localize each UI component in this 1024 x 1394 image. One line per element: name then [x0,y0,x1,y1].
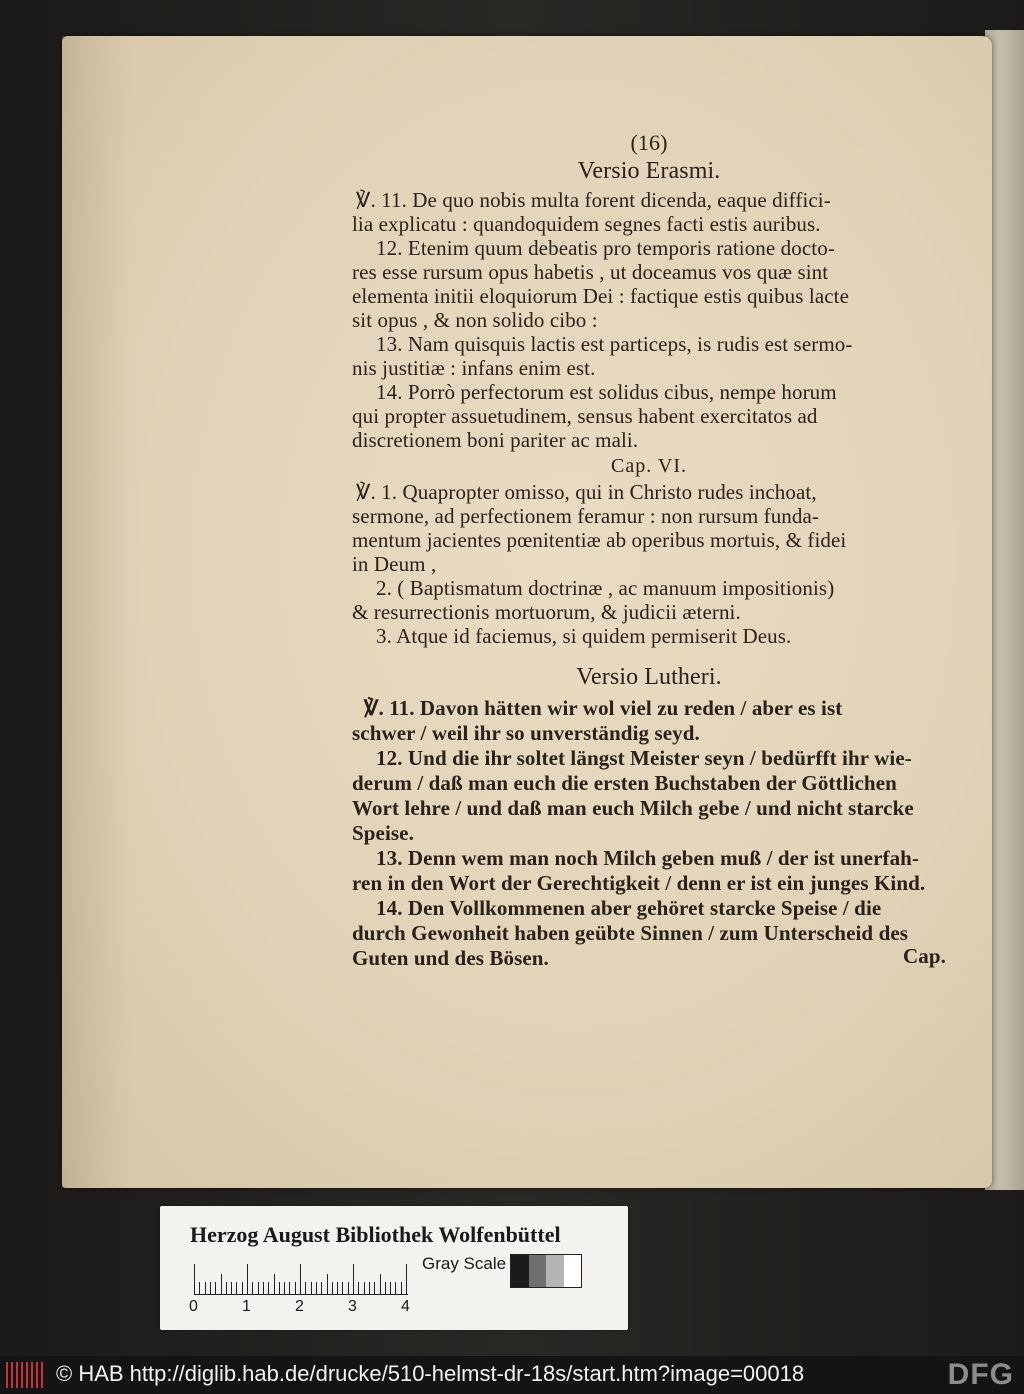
library-color-card [160,1206,628,1330]
text-line: mentum jacientes pœnitentiæ ab operibus mortuis, & fidei [352,528,847,552]
text-line: 12. Und die ihr soltet längst Meister seyn / bedürfft ihr wie- [376,746,912,770]
ruler-tick [242,1282,243,1294]
ruler-tick [385,1282,386,1294]
gray-scale-swatches [510,1254,582,1288]
text-line: sit opus , & non solido cibo : [352,308,598,332]
text-line: nis justitiæ : infans enim est. [352,356,596,380]
ruler-tick [353,1264,354,1294]
ruler-tick [380,1274,381,1294]
ruler-tick [258,1282,259,1294]
catchword: Cap. [903,944,946,968]
text-line: in Deum , [352,552,437,576]
ruler-number: 3 [348,1298,357,1315]
text-line: qui propter assuetudinem, sensus habent exercitatos ad [352,404,818,428]
text-line: durch Gewonheit haben geübte Sinnen / zum Unterscheid des [352,921,909,945]
gray-scale-label: Gray Scale [422,1254,507,1273]
ruler-tick [321,1282,322,1294]
text-line: 14. Den Vollkommenen aber gehöret starcke Speise / die [376,896,882,920]
ruler-tick [279,1282,280,1294]
text-line: discretionem boni pariter ac mali. [352,428,639,452]
ruler-tick [369,1282,370,1294]
ruler-tick [226,1282,227,1294]
text-line: 3. Atque id faciemus, si quidem permiserit Deus. [376,624,792,648]
text-line: derum / daß man euch die ersten Buchstaben der Göttlichen [352,771,897,795]
ruler-number: 0 [189,1298,198,1315]
ruler-tick [252,1282,253,1294]
ruler-tick [300,1264,301,1294]
section-title-luther: Versio Lutheri. [576,664,722,690]
ruler-tick [194,1264,195,1294]
ruler-tick [199,1282,200,1294]
barcode-icon [6,1362,46,1388]
text-line: ℣. 1. Quapropter omisso, qui in Christo rudes inchoat, [356,480,817,504]
ruler-tick [268,1282,269,1294]
ruler-tick [295,1282,296,1294]
text-line: sermone, ad perfectionem feramur : non rursum funda- [352,504,820,528]
gray-swatch [529,1255,547,1287]
ruler-tick [221,1274,222,1294]
text-line: 14. Porrò perfectorum est solidus cibus, nempe horum [376,380,837,404]
chapter-heading: Cap. VI. [611,455,687,477]
gray-swatch [564,1255,582,1287]
text-line: 12. Etenim quum debeatis pro temporis ratione docto- [376,236,835,260]
footer-bar [0,1356,1024,1394]
ruler-tick [401,1282,402,1294]
text-line: Speise. [352,821,414,845]
ruler-tick [337,1282,338,1294]
ruler-tick [215,1282,216,1294]
footer-citation[interactable]: © HAB http://diglib.hab.de/drucke/510-helmst-dr-18s/start.htm?image=00018 [56,1361,805,1386]
ruler-tick [305,1282,306,1294]
ruler-tick [358,1282,359,1294]
ruler-number: 1 [242,1298,251,1315]
text-line: elementa initii eloquiorum Dei : factique estis quibus lacte [352,284,850,308]
text-line: ren in den Wort der Gerechtigkeit / denn er ist ein junges Kind. [352,871,926,895]
text-line: 13. Nam quisquis lactis est particeps, is rudis est sermo- [376,332,853,356]
ruler-tick [332,1282,333,1294]
ruler-number: 4 [401,1298,410,1315]
text-line: ℣. 11. Davon hätten wir wol viel zu reden / aber es ist [364,696,843,720]
ruler-tick [274,1274,275,1294]
text-line: Guten und des Bösen. [352,946,549,970]
ruler-tick [311,1282,312,1294]
text-line: & resurrectionis mortuorum, & judicii æterni. [352,600,741,624]
gray-swatch [511,1255,529,1287]
text-line: schwer / weil ihr so unverständig seyd. [352,721,700,745]
ruler-tick [327,1274,328,1294]
page-number: (16) [630,130,668,155]
ruler-tick [231,1282,232,1294]
ruler-tick [210,1282,211,1294]
ruler-tick [342,1282,343,1294]
ruler-scale [194,1264,408,1295]
ruler-tick [205,1282,206,1294]
ruler-tick [263,1282,264,1294]
section-title-erasmus: Versio Erasmi. [577,158,721,184]
ruler-tick [289,1282,290,1294]
ruler-number: 2 [295,1298,304,1315]
text-line: ℣. 11. De quo nobis multa forent dicenda, eaque diffici- [356,188,831,212]
text-line: 2. ( Baptismatum doctrinæ , ac manuum impositionis) [376,576,835,600]
ruler-tick [247,1264,248,1294]
ruler-tick [374,1282,375,1294]
text-line: Wort lehre / und daß man euch Milch gebe / und nicht starcke [352,796,914,820]
text-line: lia explicatu : quandoquidem segnes facti estis auribus. [352,212,821,236]
ruler-tick [390,1282,391,1294]
ruler-tick [236,1282,237,1294]
text-line: res esse rursum opus habetis , ut doceamus vos quæ sint [352,260,829,284]
ruler-tick [348,1282,349,1294]
ruler-tick [284,1282,285,1294]
gray-swatch [546,1255,564,1287]
ruler-tick [364,1282,365,1294]
library-name: Herzog August Bibliothek Wolfenbüttel [190,1222,561,1247]
ruler-tick [316,1282,317,1294]
ruler-tick [406,1264,407,1294]
ruler-tick [395,1282,396,1294]
dfg-logo: DFG [947,1358,1014,1391]
text-line: 13. Denn wem man noch Milch geben muß / der ist unerfah- [376,846,920,870]
